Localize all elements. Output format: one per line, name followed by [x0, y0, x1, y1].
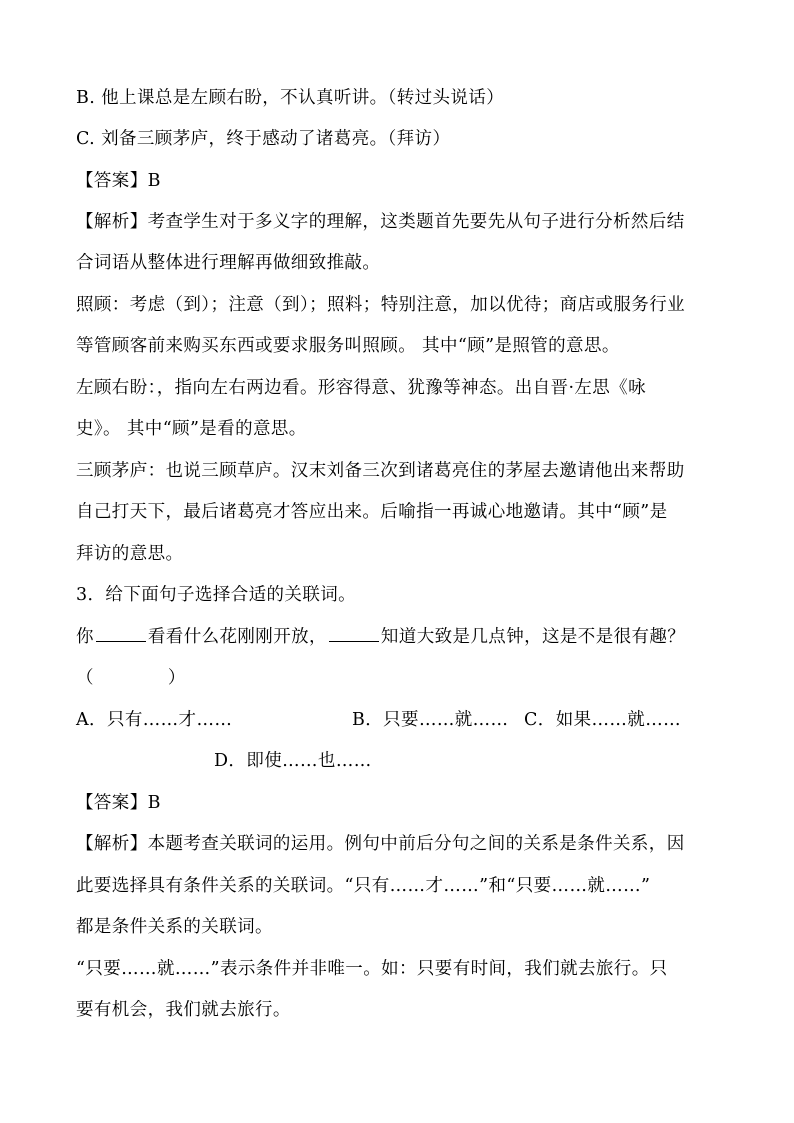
zuogu-line-2: 史》。 其中“顾”是看的意思。 [76, 419, 307, 439]
analysis-1-line-1: 【解析】考查学生对于多义字的理解，这类题首先要先从句子进行分析然后结 [76, 212, 685, 232]
option-d: D．即使……也…… [214, 751, 372, 771]
sangu-line-2: 自己打天下，最后诸葛亮才答应出来。后喻指一再诚心地邀请。其中“顾”是 [76, 502, 668, 522]
bracket-open: （ [76, 668, 94, 688]
analysis-2-line-3: 都是条件关系的关联词。 [76, 917, 273, 937]
option-b-previous: B. 他上课总是左顾右盼，不认真听讲。（转过头说话） [76, 88, 505, 108]
sangu-line-3: 拜访的意思。 [76, 544, 184, 564]
sentence-part-3: 知道大致是几点钟，这是不是很有趣？ [380, 627, 686, 647]
option-c: C．如果……就…… [524, 710, 681, 730]
answer-label-1: 【答案】B [76, 171, 161, 191]
blank-1 [96, 626, 146, 642]
option-b: B．只要……就…… [352, 710, 509, 730]
answer-bracket [76, 667, 186, 689]
bracket-close: ） [167, 668, 186, 688]
analysis-1-line-2: 合词语从整体进行理解再做细致推敲。 [76, 253, 381, 273]
zhaogu-line-1: 照顾：考虑（到）；注意（到）；照料；特别注意，加以优待；商店或服务行业 [76, 295, 685, 315]
blank-2 [329, 626, 379, 642]
zhaogu-line-2: 等管顾客前来购买东西或要求服务叫照顾。 其中“顾”是照管的意思。 [76, 336, 620, 356]
analysis-2-line-1: 【解析】本题考查关联词的运用。例句中前后分句之间的关系是条件关系，因 [76, 834, 685, 854]
sentence-part-2: 看看什么花刚刚开放， [147, 627, 327, 647]
analysis-2-line-4: “只要……就……”表示条件并非唯一。如：只要有时间，我们就去旅行。只 [76, 959, 668, 979]
sentence-part-1: 你 [76, 627, 94, 647]
option-a: A．只有……才…… [76, 710, 233, 730]
zuogu-line-1: 左顾右盼：，指向左右两边看。形容得意、犹豫等神态。出自晋·左思《咏 [76, 378, 647, 398]
sangu-line-1: 三顾茅庐：也说三顾草庐。汉末刘备三次到诸葛亮住的茅屋去邀请他出来帮助 [76, 461, 685, 481]
question-3-title: 3．给下面句子选择合适的关联词。 [76, 585, 357, 605]
analysis-2-line-5: 要有机会，我们就去旅行。 [76, 1000, 291, 1020]
analysis-2-line-2: 此要选择具有条件关系的关联词。“只有……才……”和“只要……就……” [76, 876, 651, 896]
question-3-sentence [76, 626, 685, 648]
answer-label-2: 【答案】B [76, 793, 161, 813]
option-c-previous: C. 刘备三顾茅庐，终于感动了诸葛亮。（拜访） [76, 129, 451, 149]
